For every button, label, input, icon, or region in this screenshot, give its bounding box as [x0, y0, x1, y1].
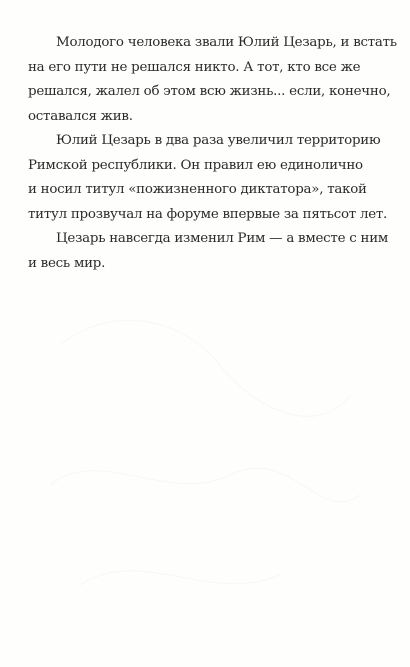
text-line: Молодого человека звали Юлий Цезарь, и встать [56, 35, 397, 50]
text-line: решался, жалел об этом всю жизнь... если, конечно, [28, 84, 391, 99]
text-line: Цезарь навсегда изменил Рим — а вместе с ним [56, 231, 389, 246]
text-line: оставался жив. [28, 108, 133, 124]
text-line: на его пути не решался никто. А тот, кто все же [28, 59, 361, 75]
paragraph-3 [28, 227, 388, 276]
paragraph-2 [28, 129, 388, 227]
text-line: Юлий Цезарь в два раза увеличил территорию [56, 133, 381, 148]
body-text [28, 31, 397, 276]
text-line: и весь мир. [28, 255, 106, 271]
text-line: и носил титул «пожизненного диктатора», такой [28, 182, 367, 197]
text-line: Римской республики. Он правил ею единолично [28, 157, 363, 173]
text-line: титул прозвучал на форуме впервые за пятьсот лет. [28, 206, 388, 222]
paragraph-1 [28, 31, 397, 129]
faint-bleed-through-illustration [20, 285, 390, 645]
